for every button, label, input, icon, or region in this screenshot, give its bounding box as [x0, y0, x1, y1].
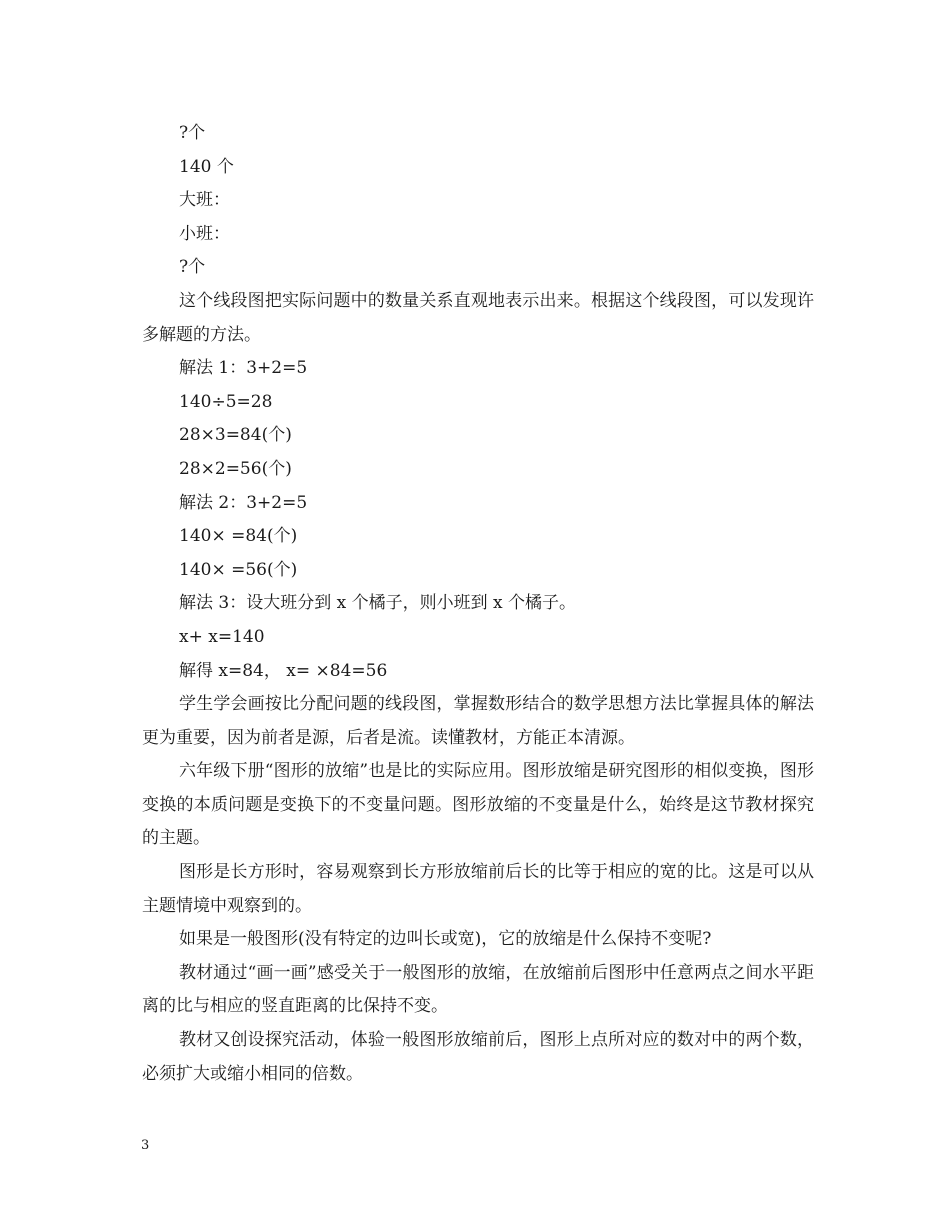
diagram-label-total: 140 个: [179, 156, 234, 177]
page-number: 3: [141, 1138, 150, 1153]
diagram-label-small-class: 小班：: [179, 223, 230, 244]
method-1-step-1: 解法 1：3+2=5: [179, 358, 308, 379]
method-3-solution: 解得 x=84， x= ×84=56: [179, 660, 388, 681]
method-1-step-4: 28×2=56(个): [179, 458, 292, 479]
diagram-label-unknown-top: ?个: [179, 123, 206, 143]
paragraph-general-figure: 如果是一般图形(没有特定的边叫长或宽)，它的放缩是什么保持不变呢?: [179, 929, 712, 950]
paragraph-draw-activity: 教材通过“画一画”感受关于一般图形的放缩，在放缩前后图形中任意两点之间水平距离的比与相应的竖直距离的比保持不变。: [142, 962, 814, 1017]
paragraph-segment-diagram: 这个线段图把实际问题中的数量关系直观地表示出来。根据这个线段图，可以发现许多解题的方法。: [142, 290, 814, 345]
paragraph-explore-activity: 教材又创设探究活动，体验一般图形放缩前后，图形上点所对应的数对中的两个数，必须扩大或缩小相同的倍数。: [142, 1030, 814, 1084]
method-2-step-2: 140× =84(个): [179, 526, 298, 547]
method-1-step-2: 140÷5=28: [179, 391, 273, 412]
method-2-step-1: 解法 2：3+2=5: [179, 492, 308, 513]
method-3-equation: x+ x=140: [179, 626, 265, 647]
diagram-label-big-class: 大班：: [179, 190, 230, 211]
method-3-setup: 解法 3：设大班分到 x 个橘子，则小班到 x 个橘子。: [179, 593, 577, 614]
paragraph-figure-scaling: 六年级下册“图形的放缩”也是比的实际应用。图形放缩是研究图形的相似变换，图形变换的本质问题是变换下的不变量问题。图形放缩的不变量是什么，始终是这节教材探究的主题。: [142, 761, 814, 849]
paragraph-learning-goal: 学生学会画按比分配问题的线段图，掌握数形结合的数学思想方法比掌握具体的解法更为重要，因为前者是源，后者是流。读懂教材，方能正本清源。: [142, 694, 814, 748]
method-1-step-3: 28×3=84(个): [179, 425, 292, 446]
paragraph-rectangle: 图形是长方形时，容易观察到长方形放缩前后长的比等于相应的宽的比。这是可以从主题情境中观察到的。: [142, 862, 814, 916]
method-2-step-3: 140× =56(个): [179, 559, 298, 580]
document-body: [142, 117, 814, 1091]
diagram-label-unknown-bottom: ?个: [179, 257, 206, 278]
